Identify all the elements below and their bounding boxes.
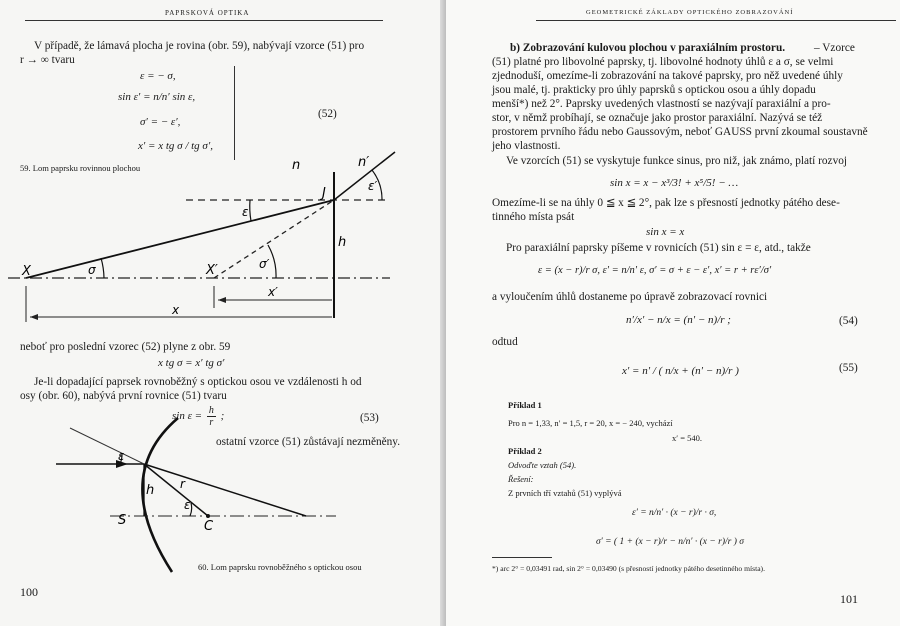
paragraph-line: prostorem prvního řádu nebo Gaussovým, neboť GAUSS první zkoumal soustavně bbox=[492, 126, 868, 138]
sigma-arc bbox=[101, 258, 104, 278]
label-sigma: σ bbox=[88, 263, 96, 277]
label-n-prime: n′ bbox=[358, 155, 370, 170]
paragraph-line: r → ∞ tvaru bbox=[20, 54, 75, 66]
example-solution-label: Řešení: bbox=[508, 474, 534, 484]
paragraph-line: – Vzorce bbox=[814, 42, 855, 54]
equation-52-line: x′ = x tg σ / tg σ′, bbox=[138, 140, 214, 152]
equation-label: (55) bbox=[839, 362, 858, 374]
paragraph-line: stor, v němž probíhají, se označuje jako prostor paraxiální. Nazývá se též bbox=[492, 112, 823, 124]
paragraph-line: zjednoduší, omezíme-li zobrazování na takové paprsky, pro něž uvedené úhly bbox=[492, 70, 843, 82]
equation-label: (53) bbox=[360, 412, 379, 424]
arrowhead bbox=[30, 314, 38, 320]
paragraph-line: a vyloučením úhlů dostaneme po úpravě zobrazovací rovnici bbox=[492, 291, 768, 303]
label-epsilon: ε bbox=[242, 205, 249, 219]
equation-label: (54) bbox=[839, 315, 858, 327]
footnote-rule bbox=[492, 557, 552, 558]
center-point bbox=[206, 514, 210, 518]
page-number: 100 bbox=[20, 585, 38, 599]
example-text: Z prvních tří vztahů (51) vyplývá bbox=[508, 488, 622, 498]
paragraph-line: (51) platné pro libovolné paprsky, tj. libovolné hodnoty úhlů ε a σ, se velmi bbox=[492, 56, 834, 68]
label-S: S bbox=[118, 513, 127, 528]
label-C: C bbox=[204, 519, 214, 534]
label-n: n bbox=[292, 158, 301, 173]
paragraph-line: tinného místa psát bbox=[492, 211, 575, 223]
label-J: J bbox=[322, 186, 326, 201]
normal-line bbox=[70, 428, 144, 464]
equation-label: (52) bbox=[318, 108, 337, 120]
tg-relation: x tg σ = x′ tg σ′ bbox=[158, 357, 225, 369]
label-h: h bbox=[338, 235, 347, 250]
equation-52-line: sin ε′ = n/n′ sin ε, bbox=[118, 91, 196, 103]
label-x: x bbox=[172, 303, 180, 317]
arrowhead bbox=[218, 297, 226, 303]
label-epsilon: ε bbox=[184, 498, 191, 512]
header-rule bbox=[25, 20, 383, 21]
refracted-ray-extension bbox=[214, 200, 334, 278]
paragraph-line: osy (obr. 60), nabývá první rovnice (51) tvaru bbox=[20, 390, 227, 402]
equation-52-line: ε = − σ, bbox=[140, 70, 176, 82]
sin-approx: sin x = x bbox=[646, 226, 685, 238]
label-X: X bbox=[22, 264, 31, 279]
incident-ray bbox=[26, 200, 334, 278]
figure-59 bbox=[0, 150, 446, 320]
label-epsilon-prime: ε′ bbox=[368, 179, 378, 193]
equation-brace bbox=[234, 66, 235, 160]
right-page bbox=[446, 0, 900, 626]
label-sigma-prime: σ′ bbox=[259, 257, 270, 271]
figure-caption: 59. Lom paprsku rovinnou plochou bbox=[20, 163, 141, 173]
example-result: x′ = 540. bbox=[672, 433, 703, 443]
refracted-ray bbox=[144, 464, 306, 516]
eq-53-suffix: ; bbox=[220, 410, 225, 423]
equation-54: n′/x′ − n/x = (n′ − n)/r ; bbox=[626, 314, 731, 326]
example-title: Příklad 1 bbox=[508, 400, 542, 410]
equation-epsilon-prime: ε′ = n/n′ · (x − r)/r · σ, bbox=[632, 508, 717, 518]
equation-55: x′ = n′ / ( n/x + (n′ − n)/r ) bbox=[622, 365, 739, 377]
sin-series: sin x = x − x³/3! + x⁵/5! − … bbox=[610, 177, 739, 189]
figure-60 bbox=[0, 420, 446, 570]
label-epsilon: ε bbox=[118, 449, 125, 463]
paragraph-line: Pro paraxiální paprsky píšeme v rovnicích (51) sin ε = ε, atd., takže bbox=[506, 242, 811, 254]
paragraph-line: Je-li dopadající paprsek rovnoběžný s optickou osou ve vzdálenosti h od bbox=[34, 376, 362, 388]
figure-caption: 60. Lom paprsku rovnoběžného s optickou osou bbox=[198, 562, 362, 572]
footnote: *) arc 2° = 0,03491 rad, sin 2° = 0,03490 (s přesností jednotky pátého desetinného místa). bbox=[492, 564, 765, 573]
label-X-prime: X′ bbox=[206, 263, 218, 278]
paragraph-line: jeho vlastnosti. bbox=[492, 140, 561, 152]
paragraph-line: neboť pro poslední vzorec (52) plyne z obr. 59 bbox=[20, 341, 231, 353]
label-x-prime: x′ bbox=[268, 285, 278, 299]
example-task: Odvoďte vztah (54). bbox=[508, 460, 577, 470]
fraction-denominator: r bbox=[209, 417, 214, 428]
running-header: PAPRSKOVÁ OPTIKA bbox=[165, 9, 250, 17]
fraction-numerator: h bbox=[208, 405, 214, 416]
paragraph-line: ostatní vzorce (51) zůstávají nezměněny. bbox=[216, 436, 401, 448]
section-title: b) Zobrazování kulovou plochou v paraxiálním prostoru. bbox=[510, 42, 786, 54]
paragraph-line: Ve vzorcích (51) se vyskytuje funkce sinus, pro niž, jak známo, platí rozvoj bbox=[506, 155, 848, 167]
paragraph-line: odtud bbox=[492, 336, 518, 348]
running-header: GEOMETRICKÉ ZÁKLADY OPTICKÉHO ZOBRAZOVÁNÍ bbox=[586, 9, 794, 16]
header-rule bbox=[536, 20, 896, 21]
eq-53-left: sin ε = bbox=[172, 410, 203, 423]
paragraph-line: Omezíme-li se na úhly 0 ≦ x ≦ 2°, pak lze s přesností jednotky pátého dese- bbox=[492, 197, 840, 209]
paragraph-line: menší*) než 2°. Paprsky uvedených vlastností se nazývají paraxiální a pro- bbox=[492, 98, 831, 110]
paragraph-line: V případě, že lámavá plocha je rovina (obr. 59), nabývají vzorce (51) pro bbox=[34, 40, 365, 52]
epsilon-arc bbox=[250, 200, 251, 221]
example-text: Pro n = 1,33, n′ = 1,5, r = 20, x = − 240, vychází bbox=[508, 418, 673, 428]
left-page bbox=[0, 0, 446, 626]
equation-52-line: σ′ = − ε′, bbox=[140, 116, 181, 128]
paragraph-line: jsou malé, tj. prakticky pro úhly paprsků s optickou osou a úhly dopadu bbox=[492, 84, 816, 96]
equation-sigma-prime: σ′ = ( 1 + (x − r)/r − n/n′ · (x − r)/r ) σ bbox=[596, 537, 744, 547]
label-r: r bbox=[180, 477, 185, 491]
paraxial-equations: ε = (x − r)/r σ, ε′ = n/n′ ε, σ′ = σ + ε − ε′, x′ = r + rε′/σ′ bbox=[538, 265, 772, 276]
label-h: h bbox=[146, 483, 155, 498]
example-title: Příklad 2 bbox=[508, 446, 542, 456]
page-number: 101 bbox=[840, 592, 858, 606]
